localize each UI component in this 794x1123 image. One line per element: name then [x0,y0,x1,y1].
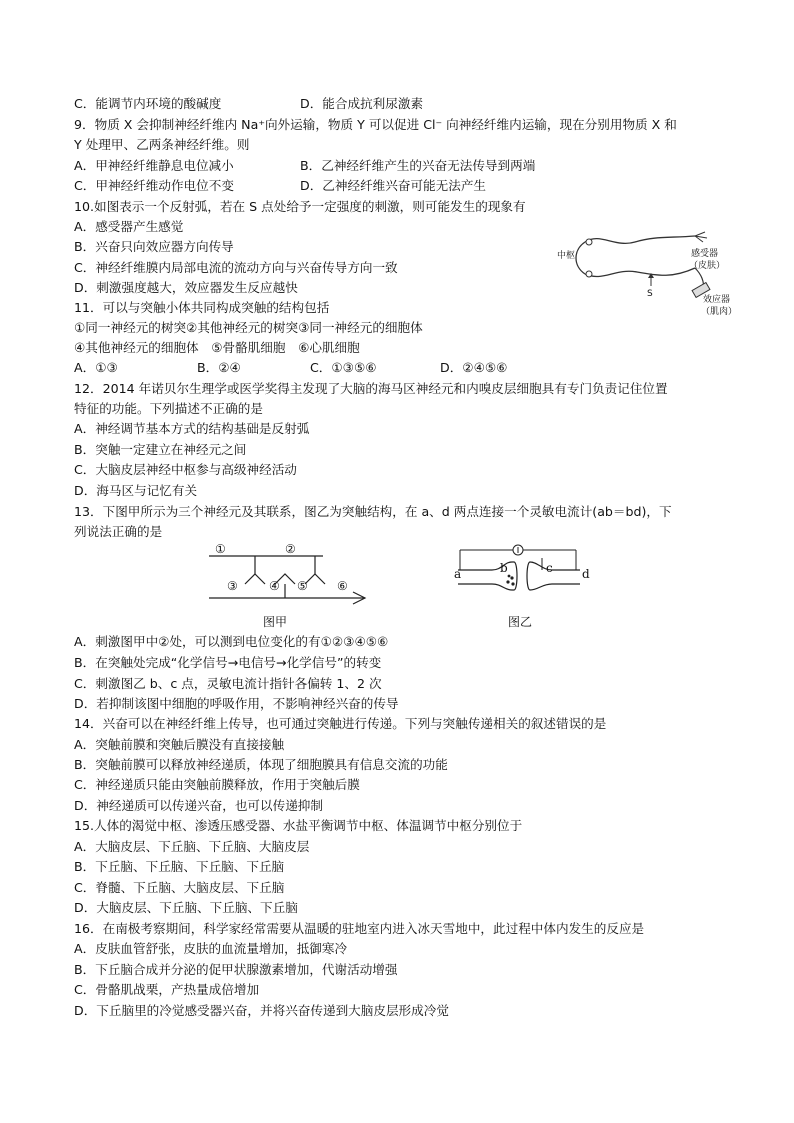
q11-items-line2: ④其他神经元的细胞体 ⑤骨骼肌细胞 ⑥心肌细胞 [74,340,360,355]
q8-option-c: C．能调节内环境的酸碱度 [74,96,222,111]
q10-option-c: C．神经纤维膜内局部电流的流动方向与兴奋传导方向一致 [74,260,398,275]
q11-stem: 11．可以与突触小体共同构成突触的结构包括 [74,300,330,315]
q12-stem-line1: 12．2014 年诺贝尔生理学或医学奖得主发现了大脑的海马区神经元和内嗅皮层细胞具有专门负责记住位置 [74,381,668,396]
q16-stem: 16．在南极考察期间，科学家经常需要从温暖的驻地室内进入冰天雪地中，此过程中体内发生的反应是 [74,921,645,936]
q14-option-a: A．突触前膜和突触后膜没有直接接触 [74,737,285,752]
q14-option-d: D．神经递质可以传递兴奋，也可以传递抑制 [74,798,323,813]
fig-jia-caption: 图甲 [263,615,288,629]
q10-stem: 10.如图表示一个反射弧，若在 S 点处给予一定强度的刺激，则可能发生的现象有 [74,199,526,214]
q14-option-b: B．突触前膜可以释放神经递质，体现了细胞膜具有信息交流的功能 [74,757,448,772]
q16-option-c: C．骨骼肌战栗，产热量成倍增加 [74,982,260,997]
q10-option-d: D．刺激强度越大，效应器发生反应越快 [74,280,298,295]
q11-option-b: B．②④ [197,360,241,375]
q12-option-d: D．海马区与记忆有关 [74,483,198,498]
stimulus-point-s-label: S [647,289,653,299]
q12-stem-line2: 特征的功能。下列描述不正确的是 [74,401,263,416]
q15-option-b: B．下丘脑、下丘脑、下丘脑、下丘脑 [74,859,285,874]
fig-jia-label-3: ③ [227,579,238,593]
figure-yi-synapse [452,540,602,630]
effector-sub-label: （肌肉） [701,307,738,317]
q16-option-b: B．下丘脑合成并分泌的促甲状腺激素增加，代谢活动增强 [74,962,398,977]
q8-option-d: D．能合成抗利尿激素 [300,96,424,111]
fig-jia-label-6: ⑥ [337,579,348,593]
q13-stem-line1: 13．下图甲所示为三个神经元及其联系，图乙为突触结构，在 a、d 两点连接一个灵敏电流计(ab＝bd)，下 [74,504,672,519]
fig-jia-label-1: ① [215,542,226,556]
q10-option-a: A．感受器产生感觉 [74,219,184,234]
q16-option-d: D．下丘脑里的冷觉感受器兴奋，并将兴奋传递到大脑皮层形成冷觉 [74,1003,449,1018]
q9-option-d: D．乙神经纤维兴奋可能无法产生 [300,178,487,193]
q11-option-a: A．①③ [74,360,118,375]
q13-option-d: D．若抑制该图中细胞的呼吸作用，不影响神经兴奋的传导 [74,696,399,711]
q11-option-c: C．①③⑤⑥ [310,360,377,375]
reflex-center-label: 中枢 [557,251,576,261]
fig-yi-point-a: a [454,567,462,581]
fig-yi-point-b: b [500,561,508,575]
fig-yi-caption: 图乙 [508,615,533,629]
fig-yi-point-c: c [546,561,553,575]
figure-jia-neurons [205,540,375,630]
q12-option-a: A．神经调节基本方式的结构基础是反射弧 [74,421,310,436]
receptor-sub-label: （皮肤） [689,261,726,271]
q9-stem-line1: 9．物质 X 会抑制神经纤维内 Na⁺向外运输，物质 Y 可以促进 Cl⁻ 向神经纤维内运输，现在分别用物质 X 和 [74,117,677,132]
q13-option-c: C．刺激图乙 b、c 点，灵敏电流计指针各偏转 1、2 次 [74,676,382,691]
q15-option-a: A．大脑皮层、下丘脑、下丘脑、大脑皮层 [74,839,310,854]
q13-stem-line2: 列说法正确的是 [74,524,163,539]
fig-yi-point-d: d [582,567,590,581]
fig-jia-label-2: ② [285,542,296,556]
q15-option-c: C．脊髓、下丘脑、大脑皮层、下丘脑 [74,880,285,895]
q13-option-b: B．在突触处完成“化学信号→电信号→化学信号”的转变 [74,655,382,670]
q9-option-a: A．甲神经纤维静息电位减小 [74,158,234,173]
q11-items-line1: ①同一神经元的树突②其他神经元的树突③同一神经元的细胞体 [74,320,423,335]
q15-stem: 15.人体的渴觉中枢、渗透压感受器、水盐平衡调节中枢、体温调节中枢分别位于 [74,818,523,833]
q11-option-d: D．②④⑤⑥ [440,360,508,375]
fig-jia-label-5: ⑤ [297,579,308,593]
effector-label: 效应器 [703,295,731,305]
q15-option-d: D．大脑皮层、下丘脑、下丘脑、下丘脑 [74,900,298,915]
q9-stem-line2: Y 处理甲、乙两条神经纤维。则 [74,137,250,152]
q10-option-b: B．兴奋只向效应器方向传导 [74,239,234,254]
q12-option-c: C．大脑皮层神经中枢参与高级神经活动 [74,462,297,477]
receptor-label: 感受器 [691,249,719,259]
q14-option-c: C．神经递质只能由突触前膜释放，作用于突触后膜 [74,777,360,792]
q16-option-a: A．皮肤血管舒张，皮肤的血流量增加，抵御寒冷 [74,941,348,956]
q9-option-c: C．甲神经纤维动作电位不变 [74,178,234,193]
q12-option-b: B．突触一定建立在神经元之间 [74,442,247,457]
q13-option-a: A．刺激图甲中②处，可以测到电位变化的有①②③④⑤⑥ [74,634,389,649]
fig-jia-label-4: ④ [269,579,280,593]
q9-option-b: B．乙神经纤维产生的兴奋无法传导到两端 [300,158,536,173]
q14-stem: 14．兴奋可以在神经纤维上传导，也可通过突触进行传递。下列与突触传递相关的叙述错误的是 [74,716,607,731]
reflex-arc-figure [555,228,738,320]
